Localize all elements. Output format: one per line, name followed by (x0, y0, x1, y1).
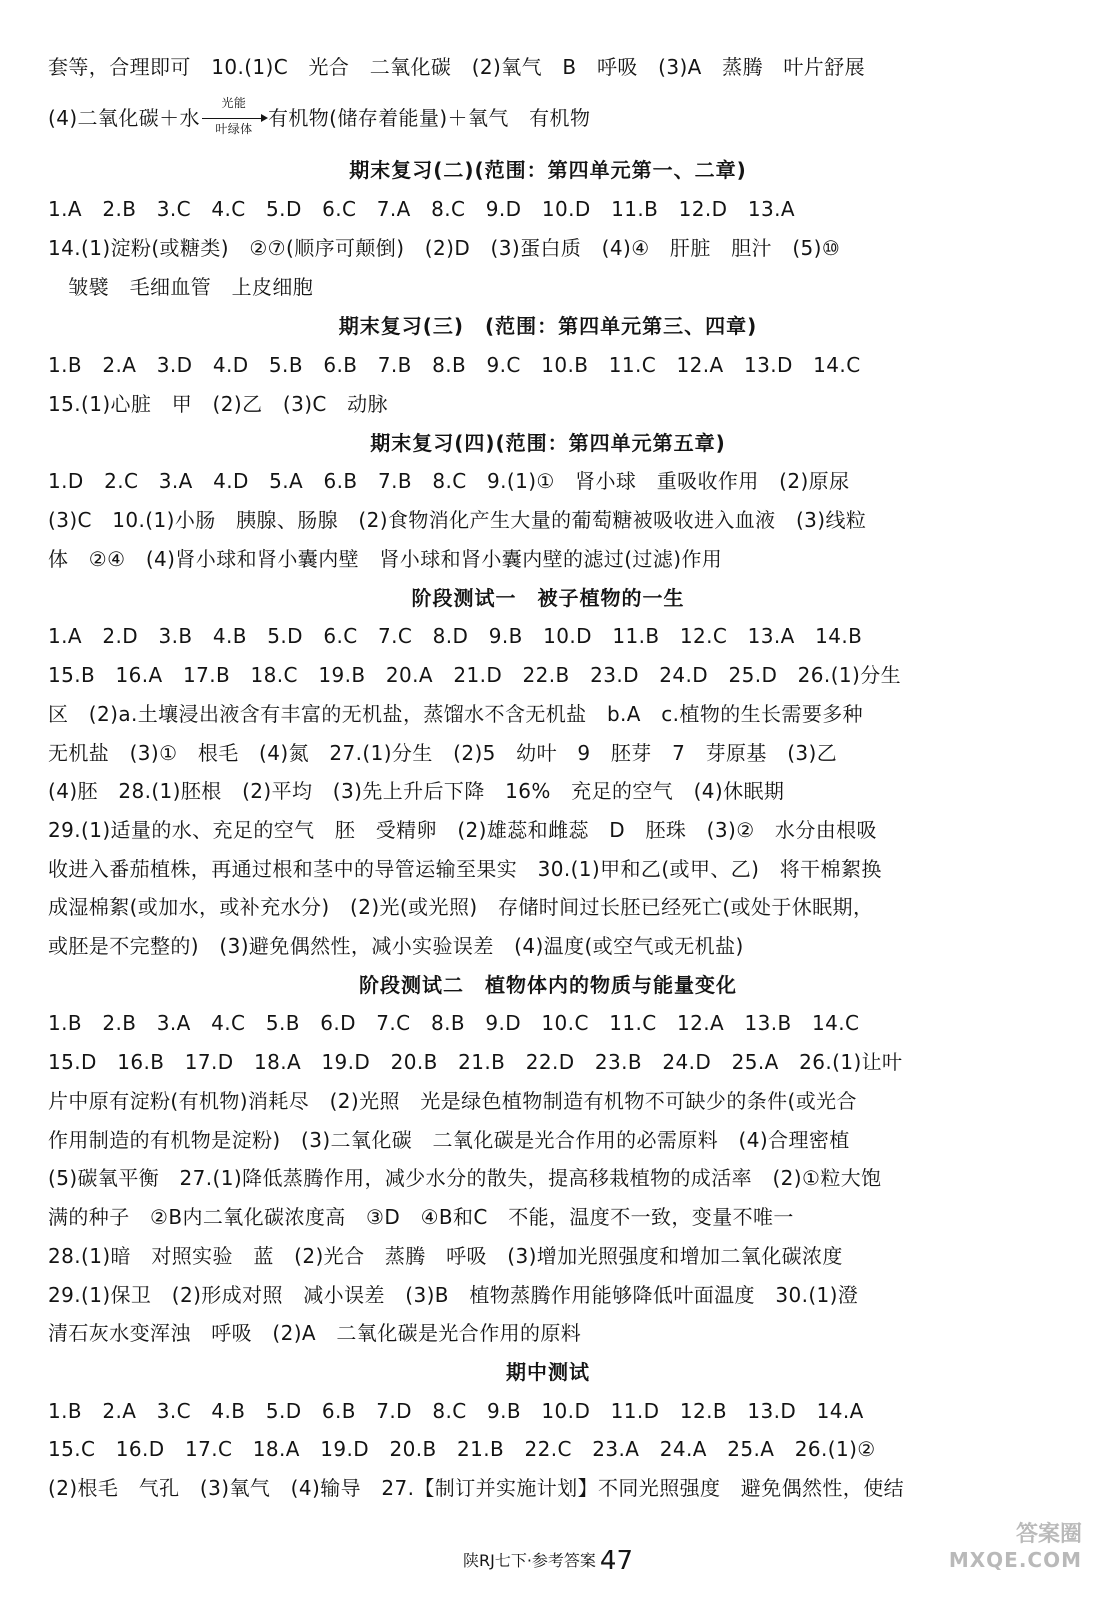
text-line: 1.B 2.A 3.C 4.B 5.D 6.B 7.D 8.C 9.B 10.D 11.D 12.B 13.D 14.A (48, 1399, 864, 1423)
text-line: 29.(1)保卫 (2)形成对照 减小误差 (3)B 植物蒸腾作用能够降低叶面温度 30.(1)澄 (48, 1283, 859, 1307)
section-heading: 期末复习(三) (范围：第四单元第三、四章) (338, 314, 758, 338)
text-line: 28.(1)暗 对照实验 蓝 (2)光合 蒸腾 呼吸 (3)增加光照强度和增加二氧化碳浓度 (48, 1244, 843, 1268)
text-line: (5)碳氧平衡 27.(1)降低蒸腾作用，减少水分的散失，提高移栽植物的成活率 (2)①粒大饱 (48, 1166, 882, 1190)
text-line: 收进入番茄植株，再通过根和茎中的导管运输至果实 30.(1)甲和乙(或甲、乙) 将干棉絮换 (48, 857, 882, 881)
page-footer (0, 1546, 1096, 1576)
section-heading: 期末复习(四)(范围：第四单元第五章) (370, 431, 726, 455)
text-line: 作用制造的有机物是淀粉) (3)二氧化碳 二氧化碳是光合作用的必需原料 (4)合理密植 (48, 1128, 850, 1152)
text-line: 1.A 2.B 3.C 4.C 5.D 6.C 7.A 8.C 9.D 10.D 11.B 12.D 13.A (48, 197, 795, 221)
page-number: 47 (599, 1546, 634, 1576)
text-line: 1.B 2.A 3.D 4.D 5.B 6.B 7.B 8.B 9.C 10.B 11.C 12.A 13.D 14.C (48, 353, 861, 377)
text-line: 1.D 2.C 3.A 4.D 5.A 6.B 7.B 8.C 9.(1)① 肾小球 重吸收作用 (2)原尿 (48, 469, 850, 493)
text-line: 15.D 16.B 17.D 18.A 19.D 20.B 21.B 22.D 23.B 24.D 25.A 26.(1)让叶 (48, 1050, 903, 1074)
text-line: 皱襞 毛细血管 上皮细胞 (48, 275, 314, 299)
text-line: (4)胚 28.(1)胚根 (2)平均 (3)先上升后下降 16% 充足的空气 (4)休眠期 (48, 779, 785, 803)
equation-left: (4)二氧化碳＋水 (48, 106, 200, 130)
text-line: 15.C 16.D 17.C 18.A 19.D 20.B 21.B 22.C 23.A 24.A 25.A 26.(1)② (48, 1437, 876, 1461)
reaction-arrow (202, 96, 266, 136)
arrow-condition-bottom: 叶绿体 (215, 122, 253, 136)
text-line: (2)根毛 气孔 (3)氧气 (4)输导 27.【制订并实施计划】不同光照强度 避免偶然性，使结 (48, 1476, 904, 1500)
text-line: 1.A 2.D 3.B 4.B 5.D 6.C 7.C 8.D 9.B 10.D 11.B 12.C 13.A 14.B (48, 624, 863, 648)
section-heading: 期中测试 (506, 1360, 590, 1384)
arrow-line (202, 118, 266, 119)
text-line: 29.(1)适量的水、充足的空气 胚 受精卵 (2)雄蕊和雌蕊 D 胚珠 (3)② 水分由根吸 (48, 818, 877, 842)
text-line: 15.B 16.A 17.B 18.C 19.B 20.A 21.D 22.B 23.D 24.D 25.D 26.(1)分生 (48, 663, 902, 687)
text-line: 套等，合理即可 10.(1)C 光合 二氧化碳 (2)氧气 B 呼吸 (3)A 蒸腾 叶片舒展 (48, 55, 865, 79)
text-line: 清石灰水变浑浊 呼吸 (2)A 二氧化碳是光合作用的原料 (48, 1321, 582, 1345)
text-line: 片中原有淀粉(有机物)消耗尽 (2)光照 光是绿色植物制造有机物不可缺少的条件(或光合 (48, 1089, 857, 1113)
text-line: (3)C 10.(1)小肠 胰腺、肠腺 (2)食物消化产生大量的葡萄糖被吸收进入血液 (3)线粒 (48, 508, 867, 532)
section-heading: 期末复习(二)(范围：第四单元第一、二章) (349, 158, 747, 182)
section-heading: 阶段测试二 植物体内的物质与能量变化 (359, 973, 737, 997)
watermark-url: MXQE.COM (948, 1548, 1082, 1572)
watermark-logo (949, 1522, 1082, 1572)
text-line: 15.(1)心脏 甲 (2)乙 (3)C 动脉 (48, 392, 388, 416)
text-line-equation (48, 96, 1056, 136)
equation-right: 有机物(储存着能量)＋氧气 有机物 (267, 106, 591, 130)
watermark-title: 答案圈 (1015, 1522, 1082, 1547)
text-line: 无机盐 (3)① 根毛 (4)氮 27.(1)分生 (2)5 幼叶 9 胚芽 7 芽原基 (3)乙 (48, 741, 838, 765)
text-line: 1.B 2.B 3.A 4.C 5.B 6.D 7.C 8.B 9.D 10.C 11.C 12.A 13.B 14.C (48, 1011, 860, 1035)
text-line: 体 ②④ (4)肾小球和肾小囊内壁 肾小球和肾小囊内壁的滤过(过滤)作用 (48, 547, 723, 571)
text-line: 成湿棉絮(或加水，或补充水分) (2)光(或光照) 存储时间过长胚已经死亡(或处于休眠期， (48, 895, 874, 919)
arrow-condition-top: 光能 (221, 96, 247, 110)
footer-label: 陕RJ七下·参考答案 (462, 1551, 596, 1570)
text-line: 区 (2)a.土壤浸出液含有丰富的无机盐，蒸馏水不含无机盐 b.A c.植物的生长需要多种 (48, 702, 864, 726)
text-line: 或胚是不完整的) (3)避免偶然性，减小实验误差 (4)温度(或空气或无机盐) (48, 934, 744, 958)
text-line: 满的种子 ②B内二氧化碳浓度高 ③D ④B和C 不能，温度不一致，变量不唯一 (48, 1205, 794, 1229)
text-line: 14.(1)淀粉(或糖类) ②⑦(顺序可颠倒) (2)D (3)蛋白质 (4)④ 肝脏 胆汁 (5)⑩ (48, 236, 841, 260)
section-heading: 阶段测试一 被子植物的一生 (411, 586, 685, 610)
